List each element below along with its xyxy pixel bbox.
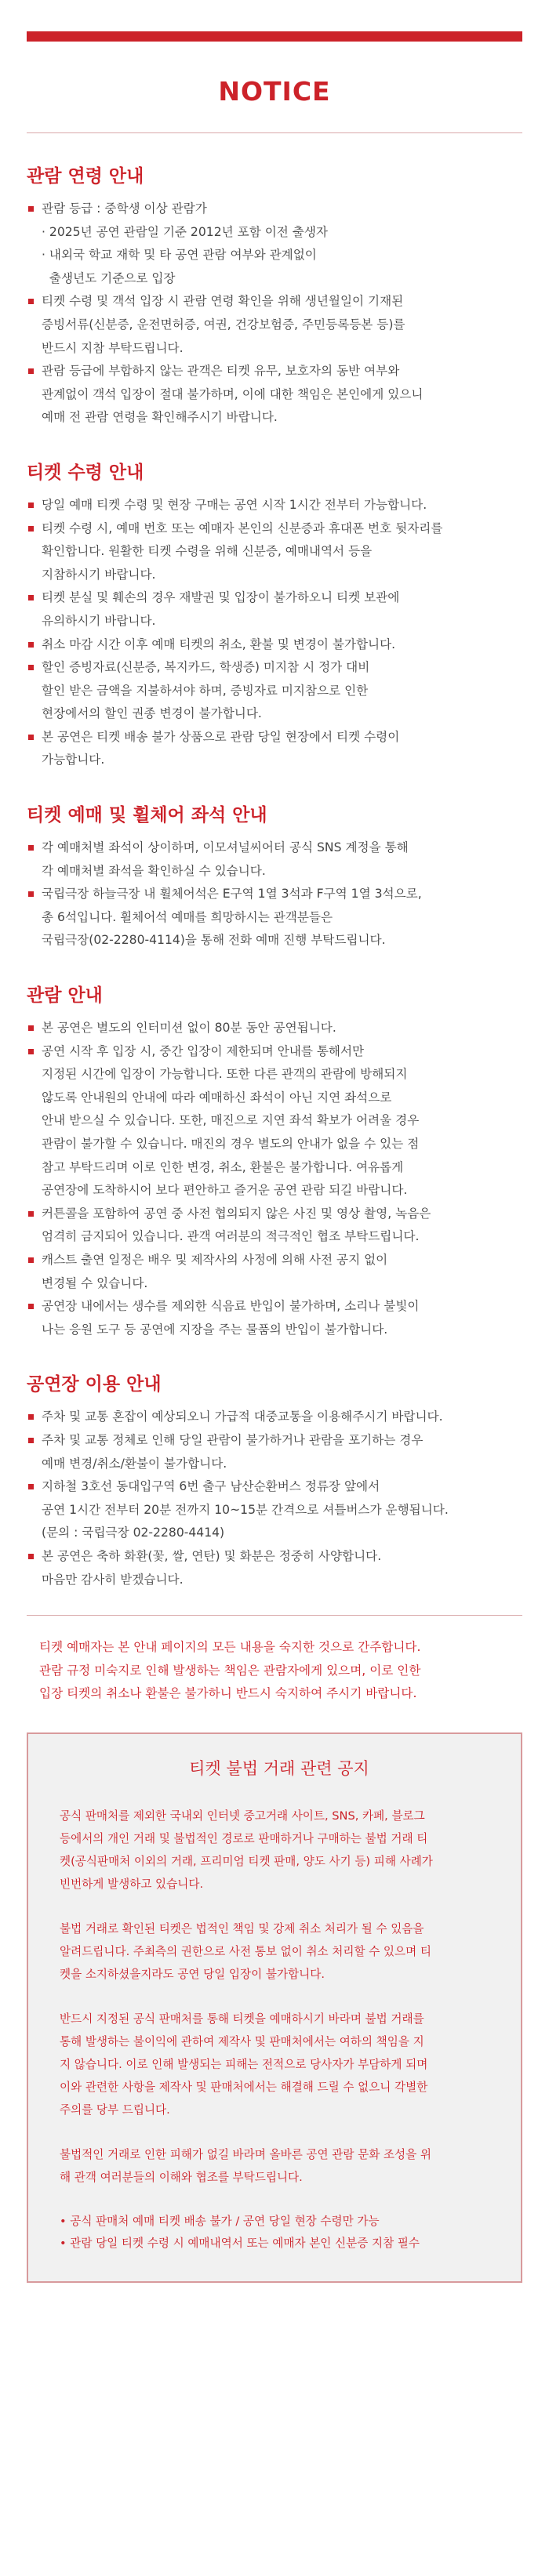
item-text-line: 주차 및 교통 혼잡이 예상되오니 가급적 대중교통을 이용해주시기 바랍니다. [42, 1410, 443, 1424]
list-item [27, 1475, 522, 1545]
list-item [27, 1040, 522, 1203]
section [27, 1373, 522, 1591]
item-text-line: 국립극장(02-2280-4114)을 통해 전화 예매 진행 부탁드립니다. [42, 933, 386, 948]
item-text-line: 마음만 감사히 받겠습니다. [42, 1572, 184, 1587]
section [27, 984, 522, 1341]
paragraph-line: 공식 판매처를 제외한 국내외 인터넷 중고거래 사이트, SNS, 카페, 블로그 [60, 1809, 425, 1823]
paragraph-line: 불법적인 거래로 인한 피해가 없길 바라며 올바른 공연 관람 문화 조성을 위 [60, 2147, 431, 2161]
paragraph-line: 주의를 당부 드립니다. [60, 2103, 170, 2117]
item-text-line: 관람 등급 : 중학생 이상 관람가 [42, 201, 207, 216]
item-text-line: 변경될 수 있습니다. [42, 1275, 148, 1290]
warning-line: 관람 규정 미숙지로 인해 발생하는 책임은 관람자에게 있으며, 이로 인한 [39, 1663, 421, 1678]
list-item [27, 836, 522, 883]
list-item [27, 198, 522, 290]
item-text-line: 나는 응원 도구 등 공연에 지장을 주는 물품의 반입이 불가합니다. [42, 1322, 388, 1337]
list-item [27, 586, 522, 633]
item-text-line: 취소 마감 시간 이후 예매 티켓의 취소, 환불 및 변경이 불가합니다. [42, 637, 396, 651]
item-text-line: 공연장에 도착하시어 보다 편안하고 즐거운 공연 관람 되길 바랍니다. [42, 1183, 408, 1198]
item-text-line: 확인합니다. 원활한 티켓 수령을 위해 신분증, 예매내역서 등을 [42, 544, 373, 559]
item-text-line: 총 6석입니다. 휠체어석 예매를 희망하시는 관객분들은 [42, 909, 333, 924]
warning-line: 입장 티켓의 취소나 환불은 불가하니 반드시 숙지하여 주시기 바랍니다. [39, 1686, 417, 1701]
item-text-line: 당일 예매 티켓 수령 및 현장 구매는 공연 시작 1시간 전부터 가능합니다. [42, 497, 427, 512]
list-item [27, 1406, 522, 1429]
item-text-line: 공연 시작 후 입장 시, 중간 입장이 제한되며 안내를 통해서만 [42, 1043, 365, 1058]
page-title: NOTICE [218, 76, 331, 107]
paragraph-line: 빈번하게 발생하고 있습니다. [60, 1877, 204, 1891]
section-list [27, 1017, 522, 1341]
list-item [27, 633, 522, 657]
illegal-trade-notes [60, 2211, 499, 2255]
item-text-line: 본 공연은 별도의 인터미션 없이 80분 동안 공연됩니다. [42, 1021, 336, 1036]
item-text-line: (문의 : 국립극장 02-2280-4414) [42, 1526, 225, 1540]
section-title: 관람 안내 [27, 985, 103, 1007]
item-text-line: 각 예매처별 좌석이 상이하며, 이모셔널씨어터 공식 SNS 계정을 통해 [42, 840, 409, 855]
list-item [27, 1017, 522, 1040]
item-sub-line: · 내외국 학교 재학 및 타 공연 관람 여부와 관계없이 [42, 248, 317, 263]
paragraph-line: 켓(공식판매처 이외의 거래, 프리미엄 티켓 판매, 양도 사기 등) 피해 사례가 [60, 1854, 433, 1868]
list-item [27, 726, 522, 772]
item-text-line: 유의하시기 바랍니다. [42, 613, 156, 628]
item-text-line: 각 예매처별 좌석을 확인하실 수 있습니다. [42, 863, 266, 878]
section-title: 티켓 예매 및 휠체어 좌석 안내 [27, 805, 267, 826]
section-list [27, 198, 522, 430]
item-text-line: 증빙서류(신분증, 운전면허증, 여권, 건강보험증, 주민등록등본 등)를 [42, 317, 405, 332]
item-sub-line: 출생년도 기준으로 입장 [42, 270, 176, 285]
list-item [27, 883, 522, 952]
illegal-trade-note: • 관람 당일 티켓 수령 시 예매내역서 또는 예매자 본인 신분증 지참 필수 [60, 2236, 420, 2250]
section-list [27, 836, 522, 952]
item-text-line: 관계없이 객석 입장이 절대 불가하며, 이에 대한 책임은 본인에게 있으니 [42, 386, 424, 401]
item-text-line: 안내 받으실 수 있습니다. 또한, 매진으로 지연 좌석 확보가 어려울 경우 [42, 1113, 420, 1128]
list-item [27, 1203, 522, 1249]
item-text-line: 국립극장 하늘극장 내 휠체어석은 E구역 1열 3석과 F구역 1열 3석으로, [42, 887, 422, 902]
item-text-line: 할인 증빙자료(신분증, 복지카드, 학생증) 미지참 시 정가 대비 [42, 660, 370, 675]
paragraph-line: 불법 거래로 확인된 티켓은 법적인 책임 및 강제 취소 처리가 될 수 있음을 [60, 1921, 424, 1936]
illegal-trade-paragraphs [60, 1805, 499, 2189]
illegal-trade-paragraph [60, 1805, 499, 1896]
item-text-line: 본 공연은 축하 화환(꽃, 쌀, 연탄) 및 화분은 정중히 사양합니다. [42, 1548, 382, 1563]
illegal-trade-title: 티켓 불법 거래 관련 공지 [189, 1758, 369, 1778]
list-item [27, 1295, 522, 1341]
list-item [27, 517, 522, 587]
list-item [27, 290, 522, 360]
section [27, 165, 522, 430]
paragraph-line: 통해 발생하는 불이익에 관하여 제작사 및 판매처에서는 여하의 책임을 지 [60, 2034, 424, 2048]
item-text-line: 엄격히 금지되어 있습니다. 관객 여러분의 적극적인 협조 부탁드립니다. [42, 1229, 420, 1244]
item-text-line: 커튼콜을 포함하여 공연 중 사전 협의되지 않은 사진 및 영상 촬영, 녹음은 [42, 1206, 431, 1221]
paragraph-line: 켓을 소지하셨을지라도 공연 당일 입장이 불가합니다. [60, 1967, 325, 1981]
warning-notice [27, 1615, 522, 1706]
section [27, 461, 522, 772]
item-text-line: 가능합니다. [42, 753, 105, 767]
list-item [27, 1429, 522, 1475]
illegal-trade-notice-box [27, 1732, 522, 2283]
item-text-line: 반드시 지참 부탁드립니다. [42, 340, 184, 355]
paragraph-line: 이와 관련한 사항을 제작사 및 판매처에서는 해결해 드릴 수 없으니 각별한 [60, 2080, 428, 2094]
paragraph-line: 반드시 지정된 공식 판매처를 통해 티켓을 예매하시기 바라며 불법 거래를 [60, 2012, 424, 2026]
paragraph-line: 등에서의 개인 거래 및 불법적인 경로로 판매하거나 구매하는 불법 거래 티 [60, 1831, 428, 1845]
warning-line: 티켓 예매자는 본 안내 페이지의 모든 내용을 숙지한 것으로 간주합니다. [39, 1640, 421, 1655]
section-title: 관람 연령 안내 [27, 166, 144, 187]
paragraph-line: 알려드립니다. 주최측의 권한으로 사전 통보 없이 취소 처리할 수 있으며 티 [60, 1944, 431, 1958]
list-item [27, 494, 522, 517]
item-text-line: 관람 등급에 부합하지 않는 관객은 티켓 유무, 보호자의 동반 여부와 [42, 364, 400, 379]
item-sub-line: · 2025년 공연 관람일 기준 2012년 포함 이전 출생자 [42, 224, 328, 239]
section-list [27, 1406, 522, 1591]
section-list [27, 494, 522, 772]
item-text-line: 공연장 내에서는 생수를 제외한 식음료 반입이 불가하며, 소리나 불빛이 [42, 1299, 420, 1314]
item-text-line: 않도록 안내원의 안내에 따라 예매하신 좌석이 아닌 지연 좌석으로 [42, 1090, 392, 1105]
item-text-line: 공연 1시간 전부터 20분 전까지 10~15분 간격으로 셔틀버스가 운행됩니다. [42, 1502, 449, 1517]
bottom-spacer [27, 2283, 522, 2314]
item-text-line: 티켓 분실 및 훼손의 경우 재발권 및 입장이 불가하오니 티켓 보관에 [42, 590, 400, 605]
notice-page [0, 31, 549, 2314]
section-title: 티켓 수령 안내 [27, 462, 144, 483]
list-item [27, 1249, 522, 1295]
illegal-trade-paragraph [60, 2143, 499, 2189]
item-text-line: 예매 변경/취소/환불이 불가합니다. [42, 1456, 227, 1471]
list-item [27, 1545, 522, 1591]
top-accent-bar [27, 31, 522, 42]
illegal-trade-paragraph [60, 1917, 499, 1986]
section [27, 804, 522, 952]
item-text-line: 주차 및 교통 정체로 인해 당일 관람이 불가하거나 관람을 포기하는 경우 [42, 1432, 424, 1447]
section-title: 공연장 이용 안내 [27, 1374, 162, 1395]
item-text-line: 티켓 수령 및 객석 입장 시 관람 연령 확인을 위해 생년월일이 기재된 [42, 294, 404, 309]
item-text-line: 할인 받은 금액을 지불하셔야 하며, 증빙자료 미지참으로 인한 [42, 683, 369, 698]
list-item [27, 656, 522, 726]
notice-sections [27, 165, 522, 1591]
illegal-trade-paragraph [60, 2008, 499, 2121]
item-text-line: 지정된 시간에 입장이 가능합니다. 또한 다른 관객의 관람에 방해되지 [42, 1067, 408, 1082]
item-text-line: 현장에서의 할인 권종 변경이 불가합니다. [42, 706, 262, 721]
item-text-line: 지참하시기 바랍니다. [42, 567, 156, 582]
title-divider [27, 132, 522, 133]
item-text-line: 예매 전 관람 연령을 확인해주시기 바랍니다. [42, 410, 278, 425]
paragraph-line: 지 않습니다. 이로 인해 발생되는 피해는 전적으로 당사자가 부담하게 되며 [60, 2057, 428, 2071]
item-text-line: 본 공연은 티켓 배송 불가 상품으로 관람 당일 현장에서 티켓 수령이 [42, 729, 400, 744]
list-item [27, 360, 522, 430]
item-text-line: 참고 부탁드리며 이로 인한 변경, 취소, 환불은 불가합니다. 여유롭게 [42, 1159, 404, 1174]
item-text-line: 지하철 3호선 동대입구역 6번 출구 남산순환버스 정류장 앞에서 [42, 1479, 380, 1494]
item-text-line: 티켓 수령 시, 예매 번호 또는 예매자 본인의 신분증과 휴대폰 번호 뒷자리를 [42, 521, 443, 535]
item-text-line: 관람이 불가할 수 있습니다. 매진의 경우 별도의 안내가 없을 수 있는 점 [42, 1137, 420, 1151]
item-text-line: 캐스트 출연 일정은 배우 및 제작사의 사정에 의해 사전 공지 없이 [42, 1252, 388, 1267]
paragraph-line: 해 관객 여러분들의 이해와 협조를 부탁드립니다. [60, 2170, 303, 2184]
illegal-trade-note: • 공식 판매처 예매 티켓 배송 불가 / 공연 당일 현장 수령만 가능 [60, 2214, 380, 2228]
